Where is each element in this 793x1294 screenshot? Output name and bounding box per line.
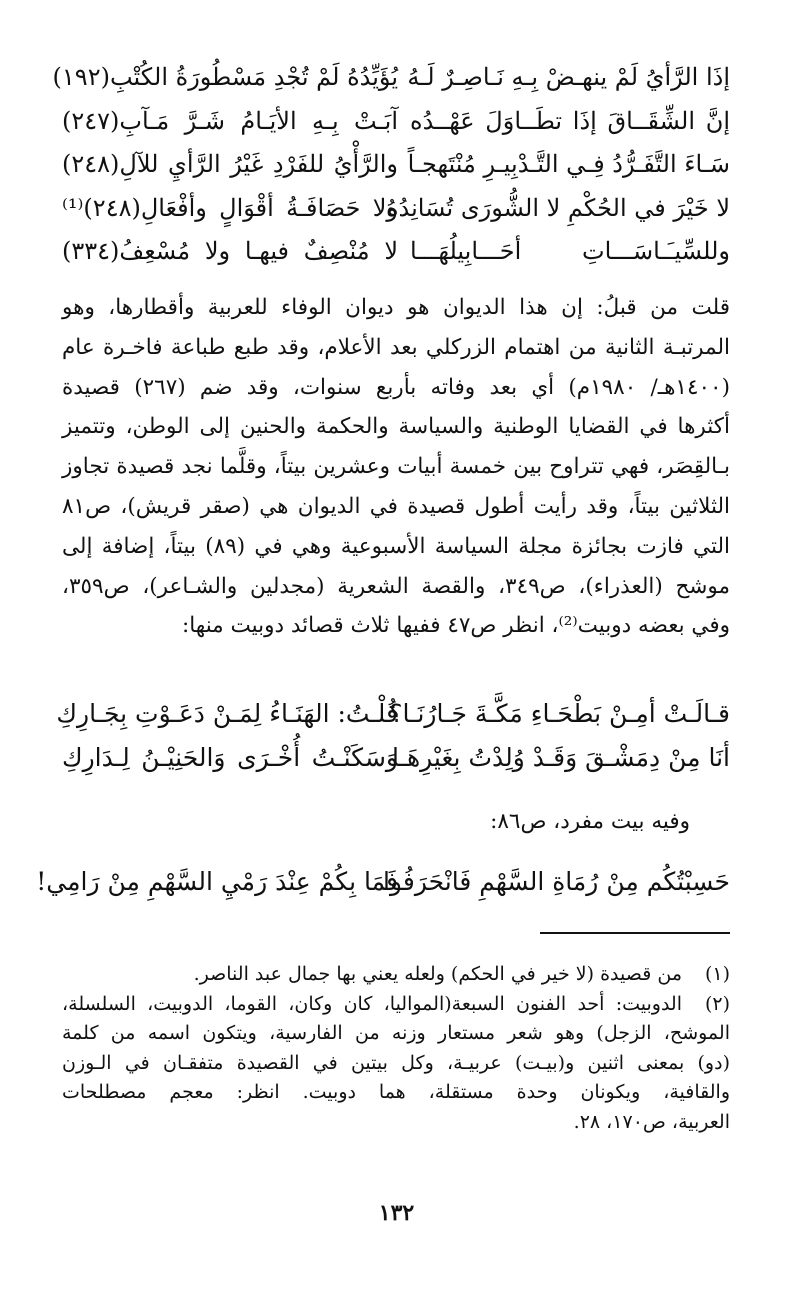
footnote-line: الموشح، الزجل) وهو شعر مستعار وزنه من الفارسية، ويتكون اسمه من كلمة [62,1022,730,1044]
poem-single-verse [36,858,730,906]
paragraph-line: بـالقِصَر، فهي تتراوح بين خمسة أبيات وعشرين بيتاً، وقلَّما نجد قصيدة تجاوز [62,454,730,480]
hemistich-second: وَسَكَنْـتُ أُخْـرَى وَالحَنِيْـنُ لِـدَارِكِ [62,743,398,772]
hemistich-first: أنَا مِنْ دِمَشْـقَ وَقَـدْ وُلِدْتُ بِغَيْرِهَـا [392,743,730,772]
hemistich-first: سَـاءَ التَّفَـرُّدُ فِـي التَّـدْبِيـرِ مُنْتَهجـاً [407,150,730,178]
hemistich-first: إنَّ الشِّقَــاقَ إذَا تطَــاوَلَ عَهْــدُه [410,106,730,135]
footnote [62,960,730,990]
intro-text: وفيه بيت مفرد، ص٨٦: [490,809,690,834]
paragraph-line: موشح (العذراء)، ص٣٤٩، والقصة الشعرية (مجدلين والشـاعر)، ص٣٥٩، [62,573,730,599]
verse [36,858,730,906]
footnote-line: من قصيدة (لا خير في الحكم) ولعله يعني بها جمال عبد الناصر. [193,963,682,985]
footnote-body [62,990,730,1138]
hemistich-first: قـالَـتْ أمِـنْ بَطْحَـاءِ مَكَّـةَ جَـارُنَـا؟ [389,699,730,728]
footnote [62,990,730,1138]
verse [52,56,730,100]
hemistich-second: والرَّأْيُ للفَرْدِ غَيْرُ الرَّأيِ للآلِ(٢٤٨) [62,150,398,178]
hemistich-second: فَمَا بِكُمْ عِنْدَ رَمْيِ السَّهْمِ مِنْ رَامِي! [36,867,398,896]
paragraph-line: التي فازت بجائزة مجلة السياسة الأسبوعية وهي في (٨٩) بيتاً، إضافة إلى [62,533,730,559]
hemistich-second: ولا حَصَافَـةُ أقْوَالٍ وأفْعَالِ(٢٤٨)⁽¹⁾ [62,193,398,222]
paragraph-line: وفي بعضه دوبيت⁽²⁾، انظر ص٤٧ ففيها ثلاث قصائد دوبيت منها: [181,613,730,639]
poem-dubayt [56,692,730,780]
hemistich-second: قُلْـتُ: الهَنَـاءُ لِمَـنْ دَعَـوْتِ بِجَـارِكِ [56,699,398,728]
verse [62,187,730,231]
hemistich-first: وللسِّيـَـاسَـــاتِ أحَـــابِيلُهَـــا [410,237,730,265]
paragraph-line: المرتبـة الثانية من اهتمام الزركلي بعد الأعلام، وقد طبع طباعة فاخـرة عام [62,334,730,360]
single-verse-intro [62,802,730,842]
footnote-line: (دو) بمعنى اثنين و(بيـت) عربيـة، وكل بيتين في القصيدة متفقـان في الـوزن [62,1051,730,1074]
hemistich-first: حَسِبْتُكُم مِنْ رُمَاةِ السَّهْمِ فَانْحَرَفُوا [383,867,730,896]
verse [56,692,730,736]
hemistich-second: آبَـتْ بِـهِ الأيَـامُ شَـرَّ مَـآبِ(٢٤٧) [62,106,398,135]
hemistich-second: يُؤَيِّدُهُ لَمْ تُجْدِ مَسْطُورَةُ الكُتْبِ(١٩٢) [52,63,398,91]
footnote-number: (٢) [704,992,730,1015]
body-paragraph [62,288,730,646]
footnotes [62,960,730,1137]
hemistich-first: لا خَيْرَ في الحُكْمِ لا الشُّورَى تُسَانِدُهُ [385,193,730,222]
paragraph-line: (١٤٠٠هـ/ ١٩٨٠م) أي بعد وفاته بأربع سنوات، وقد ضم (٢٦٧) قصيدة [62,374,730,400]
footnote-line: الدوبيت: أحد الفنون السبعة(المواليا، كان وكان، القوما، الدوبيت، السلسلة، [62,992,682,1015]
paragraph-line: أكثرها في القضايا الوطنية والسياسة والحكمة والحنين إلى الوطن، وتتميز [62,414,730,440]
verse [62,230,730,274]
footnote-line: والقافية، ويكونان وحدة مستقلة، هما دوبيت. انظر: معجم مصطلحات [62,1081,730,1103]
footnote-line: العربية، ص١٧٠، ٢٨. [573,1110,730,1133]
footnote-separator [540,932,730,934]
verse [62,143,730,187]
paragraph-line: قلت من قبلُ: إن هذا الديوان هو ديوان الوفاء للعربية وأقطارها، وهو [62,295,730,320]
footnote-number: (١) [704,963,730,985]
hemistich-first: إذَا الرَّأيُ لَمْ ينهـضْ بِـهِ نَـاصِـرٌ لَـهُ [407,63,730,91]
footnote-body [62,960,682,990]
paragraph-line: الثلاثين بيتاً، وقد رأيت أطول قصيدة في الديوان هي (صقر قريش)، ص٨١ [62,493,730,519]
verse [62,100,730,144]
poem-verses-top [52,56,730,274]
verse [62,736,730,780]
page-number: ١٣٢ [378,1200,415,1226]
hemistich-second: لا مُنْصِفٌ فيهـا ولا مُسْعِفُ(٣٣٤) [62,237,398,265]
